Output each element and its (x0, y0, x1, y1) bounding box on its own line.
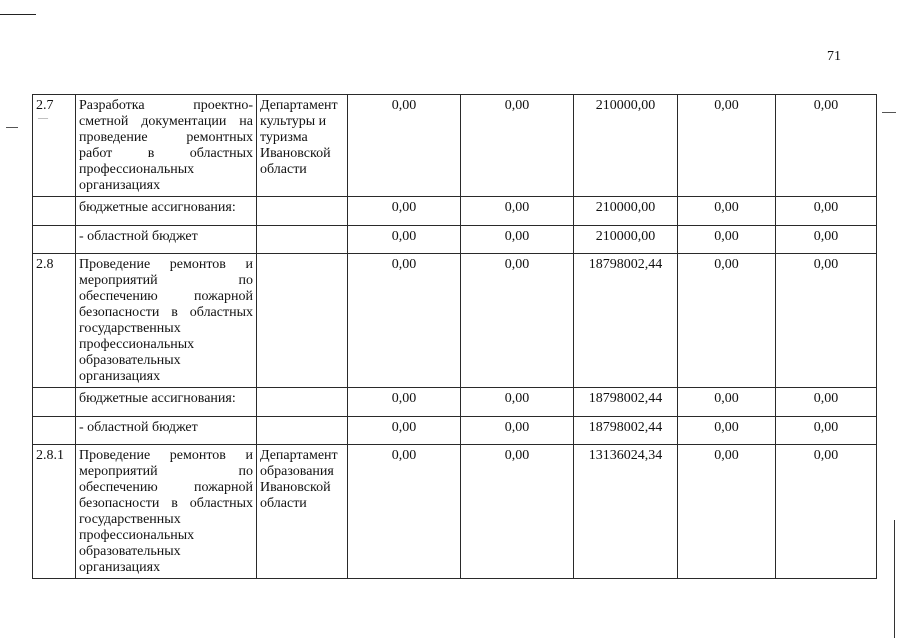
department-cell: Департамент культуры и туризма Ивановской области (257, 95, 348, 197)
table-row (33, 95, 877, 197)
value-cell: 0,00 (678, 197, 776, 226)
right-margin-tick (882, 112, 896, 113)
value-cell: 18798002,44 (574, 254, 678, 388)
value-cell: 0,00 (461, 197, 574, 226)
value-cell: 0,00 (348, 95, 461, 197)
table-row (33, 197, 877, 226)
row-number-cell (33, 417, 76, 445)
value-cell: 0,00 (776, 417, 877, 445)
activity-name-cell: бюджетные ассигнования: (76, 197, 257, 226)
value-cell: 0,00 (348, 417, 461, 445)
right-edge-line (894, 520, 895, 638)
value-cell: 0,00 (348, 388, 461, 417)
activity-name-cell: бюджетные ассигнования: (76, 388, 257, 417)
department-cell (257, 417, 348, 445)
value-cell: 0,00 (461, 388, 574, 417)
value-cell: 0,00 (461, 445, 574, 579)
value-cell: 210000,00 (574, 197, 678, 226)
table-row (33, 417, 877, 445)
value-cell: 210000,00 (574, 95, 678, 197)
value-cell: 0,00 (461, 226, 574, 254)
value-cell: 0,00 (678, 417, 776, 445)
value-cell: 0,00 (348, 226, 461, 254)
table-row (33, 445, 877, 579)
department-cell (257, 197, 348, 226)
value-cell: 0,00 (678, 95, 776, 197)
row-number-cell: 2.8.1 (33, 445, 76, 579)
row-number-cell (33, 197, 76, 226)
value-cell: 0,00 (678, 254, 776, 388)
value-cell: 0,00 (678, 226, 776, 254)
value-cell: 0,00 (461, 95, 574, 197)
department-cell (257, 226, 348, 254)
row-number-mark: — (38, 113, 48, 124)
row-number-cell (33, 388, 76, 417)
left-margin-tick (6, 127, 18, 128)
value-cell: 0,00 (348, 254, 461, 388)
top-left-rule (0, 14, 36, 15)
value-cell: 0,00 (348, 197, 461, 226)
table-row (33, 226, 877, 254)
activity-name-cell: - областной бюджет (76, 226, 257, 254)
page-number: 71 (827, 49, 841, 64)
value-cell: 0,00 (678, 445, 776, 579)
activity-name-cell: Разработка проектно-сметной документации на проведение ремонтных работ в областных профессиональных организациях (76, 95, 257, 197)
value-cell: 13136024,34 (574, 445, 678, 579)
value-cell: 18798002,44 (574, 417, 678, 445)
value-cell: 0,00 (348, 445, 461, 579)
activity-name-cell: Проведение ремонтов и мероприятий по обеспечению пожарной безопасности в областных государственных профессиональных образовательных организациях (76, 254, 257, 388)
department-cell (257, 254, 348, 388)
value-cell: 0,00 (776, 445, 877, 579)
value-cell: 0,00 (776, 95, 877, 197)
table-row (33, 254, 877, 388)
budget-table (32, 94, 877, 579)
value-cell: 0,00 (776, 226, 877, 254)
activity-name-cell: - областной бюджет (76, 417, 257, 445)
value-cell: 0,00 (461, 417, 574, 445)
value-cell: 0,00 (461, 254, 574, 388)
table-row (33, 388, 877, 417)
value-cell: 0,00 (776, 197, 877, 226)
row-number-cell: 2.8 (33, 254, 76, 388)
value-cell: 0,00 (678, 388, 776, 417)
value-cell: 0,00 (776, 254, 877, 388)
value-cell: 210000,00 (574, 226, 678, 254)
row-number-cell (33, 226, 76, 254)
value-cell: 0,00 (776, 388, 877, 417)
activity-name-cell: Проведение ремонтов и мероприятий по обеспечению пожарной безопасности в областных государственных профессиональных образовательных организациях (76, 445, 257, 579)
value-cell: 18798002,44 (574, 388, 678, 417)
department-cell: Департамент образования Ивановской области (257, 445, 348, 579)
row-number: 2.7 (36, 98, 54, 113)
row-number-cell (33, 95, 76, 197)
department-cell (257, 388, 348, 417)
